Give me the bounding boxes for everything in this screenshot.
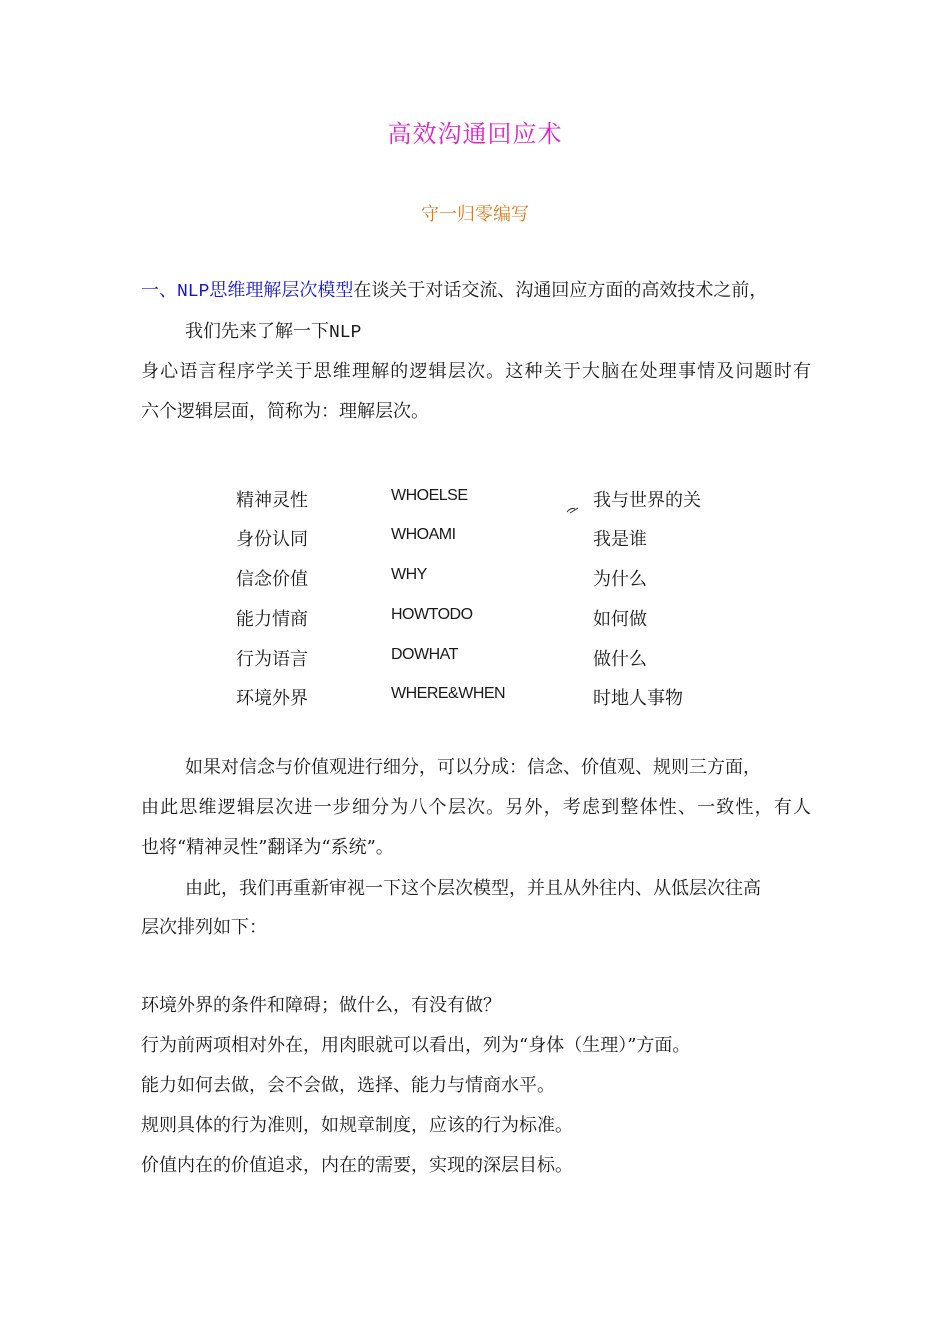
level-en: WHOELSE (391, 487, 468, 504)
list-item: 环境外界的条件和障碍；做什么，有没有做？ (141, 995, 501, 1016)
table-row (0, 605, 950, 633)
section1-line4: 六个逻辑层面，简称为：理解层次。 (141, 401, 429, 422)
para2-line1: 如果对信念与价值观进行细分，可以分成：信念、价值观、规则三方面， (185, 757, 761, 778)
list-item: 规则具体的行为准则，如规章制度，应该的行为标准。 (141, 1115, 573, 1136)
line2-suffix: NLP (329, 323, 362, 343)
level-en: HOWTODO (391, 606, 473, 623)
section1-line3: 身心语言程序学关于思维理解的逻辑层次。这种关于大脑在处理事情及问题时有 (141, 361, 811, 382)
table-row (0, 565, 950, 593)
document-title: 高效沟通回应术 (387, 120, 563, 148)
level-en: WHOAMI (391, 526, 456, 543)
level-desc: 我是谁 (593, 529, 647, 550)
level-cn: 身份认同 (236, 529, 308, 550)
list-item: 行为前两项相对外在，用肉眼就可以看出，列为“身体（生理）”方面。 (141, 1035, 691, 1056)
heading-text: 思维理解层次模型 (209, 280, 354, 301)
line2-text: 我们先来了解一下 (185, 321, 329, 342)
para2-line3: 也将“精神灵性”翻译为“系统”。 (141, 837, 394, 858)
table-row (0, 525, 950, 553)
level-cn: 能力情商 (236, 609, 308, 630)
scan-mark (566, 506, 580, 514)
para3-line1: 由此，我们再重新审视一下这个层次模型，并且从外往内、从低层次往高 (185, 878, 761, 899)
level-cn: 行为语言 (236, 649, 308, 670)
table-row (0, 645, 950, 673)
level-desc: 时地人事物 (593, 688, 683, 709)
level-en: WHERE&WHEN (391, 685, 506, 702)
heading-prefix: NLP (177, 282, 210, 302)
list-item: 能力如何去做，会不会做，选择、能力与情商水平。 (141, 1075, 555, 1096)
level-en: DOWHAT (391, 646, 458, 663)
section1-heading (141, 279, 767, 304)
list-item: 价值内在的价值追求，内在的需要，实现的深层目标。 (141, 1155, 573, 1176)
level-cn: 精神灵性 (236, 490, 308, 511)
level-cn: 环境外界 (236, 688, 308, 709)
table-row (0, 684, 950, 712)
level-desc: 做什么 (593, 649, 647, 670)
section-number: 一、 (141, 280, 177, 301)
document-author: 守一归零编写 (421, 204, 529, 225)
section1-line2 (185, 320, 361, 345)
level-desc: 我与世界的关 (593, 490, 701, 511)
level-desc: 为什么 (593, 569, 647, 590)
para2-line2: 由此思维逻辑层次进一步细分为八个层次。另外，考虑到整体性、一致性，有人 (141, 797, 811, 818)
level-desc: 如何做 (593, 609, 647, 630)
table-row (0, 486, 950, 514)
level-en: WHY (391, 566, 427, 583)
level-cn: 信念价值 (236, 569, 308, 590)
heading-rest: 在谈关于对话交流、沟通回应方面的高效技术之前， (353, 280, 768, 301)
para3-line2: 层次排列如下： (141, 917, 267, 938)
